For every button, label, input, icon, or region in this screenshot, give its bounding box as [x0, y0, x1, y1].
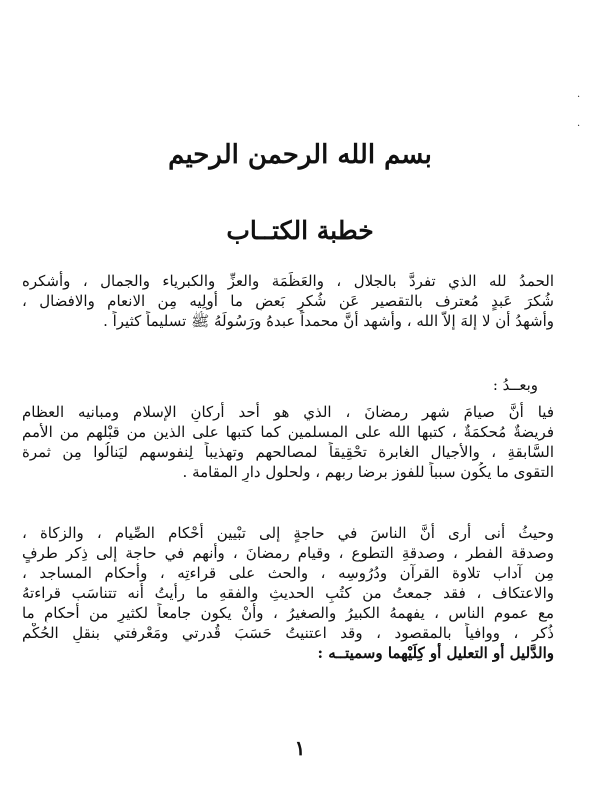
- margin-mark: ·: [577, 92, 581, 103]
- text-line: التقوى ما يكُون سبباً للفوز برضا ربهم ، ولحلول دارِ المقامة .: [182, 463, 554, 481]
- amma-baad-heading: وبعــدُ :: [492, 376, 538, 394]
- text-line: وحيثُ أنى أرى أنَّ الناسَ في حاجةٍ إلى تبْيين أحْكام الصِّيام ، والزكاة ،: [22, 524, 554, 542]
- text-line: الحمدُ لله الذي تفردَّ بالجلال ، والعَظَمَة والعزِّ والكبرياء والجمال ، وأشكره: [22, 272, 554, 290]
- basmala-heading: بسم الله الرحمن الرحيم: [168, 140, 432, 170]
- text-line: والاعتكاف ، فقد جمعتُ من كتُبِ الحديثِ والفقهِ ما رأيتُ أنه تتناسَب قراءتهُ: [22, 584, 554, 602]
- purpose-paragraph: [22, 523, 554, 663]
- page-number: ١: [294, 736, 306, 760]
- book-sermon-title: خطبة الكتــاب: [226, 216, 374, 245]
- text-line: مع عموم الناس ، يفهمهُ الكبيرُ والصغيرُ ، وأنْ يكون جامعاً لكثيرٍ من أحكامٍ ما: [22, 604, 554, 622]
- text-line: فيا أنَّ صيامَ شهر رمضانَ ، الذي هو أحد أركانِ الإسلام ومبانيه العظام: [22, 403, 554, 421]
- text-line: مِن آداب تلاوة القرآن ودُرُوسِه ، والحث على قراءتِه ، وأحكام المساجد ،: [22, 564, 554, 582]
- intro-paragraph: [22, 271, 554, 331]
- text-line: والدَّليل أو التعليل أو كِلَيْهما وسميتــه :: [317, 644, 554, 662]
- text-line: ذُكر ، ووافياً بالمقصود ، وقد اعتنيتُ حَسَبَ قُدرتي ومَعْرفتي بنقلِ الحُكْم: [22, 624, 554, 642]
- text-line: فريضةٌ مُحكمَةٌ ، كتبها الله على المسلمين كما كتبها على الذين من قبْلهم من الأُمم: [22, 423, 554, 441]
- text-line: السَّابقةِ ، والأجيال الغابرة تحْقِيقاً لمصالحهم وتهذيباً لِنفوسهم ليَنالُوا مِن ثمرة: [22, 443, 554, 461]
- text-line: وصدقة الفطر ، وصدقةِ التطوع ، وقيام رمضانَ ، وأنهم في حاجة إلى ذِكر طرفٍ: [22, 544, 554, 562]
- text-line: شُكرَ عَبدٍ مُعترف بالتقصير عَن شُكرِ بَعضٍ ما أولِيه مِن الانعام والافضال ،: [22, 292, 554, 310]
- text-line: وأشهدُ أن لا إلهَ إلاّ الله ، وأشهد أنَّ محمداً عبدهُ ورَسُولَهُ ﷺ تسليماً كثيراً .: [103, 312, 554, 330]
- ramadan-paragraph: [22, 402, 554, 482]
- margin-mark: ·: [577, 121, 581, 132]
